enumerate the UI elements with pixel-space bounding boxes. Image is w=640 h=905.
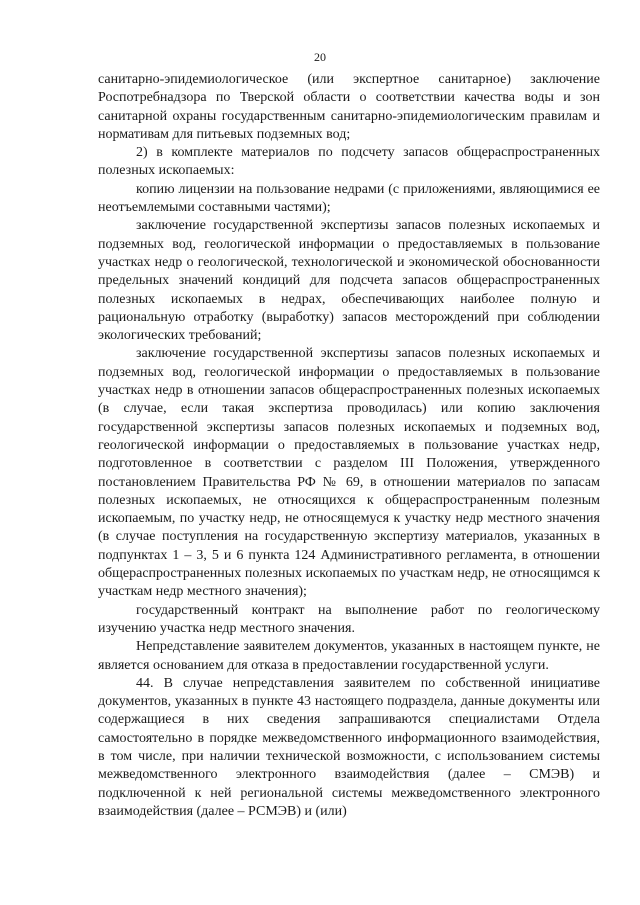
paragraph-expertise-reserves: заключение государственной экспертизы запасов полезных ископаемых и подземных вод, геологической информации о предоставляемых в пользование участках недр в отношении запасов общераспространенных полезных ископаемых (в случае, если такая экспертиза проводилась) или копию заключения государственной экспертизы запасов полезных ископаемых и подземных вод, геологической информации о предоставляемых в пользование участках недр, подготовленное в соответствии с разделом III Положения, утвержденного постановлением Правительства РФ № 69, в отношении материалов по запасам полезных ископаемых, не относящихся к общераспространенным полезным ископаемым, по участку недр, не относящемуся к участку недр местного значения (в случае поступления на государственную экспертизу материалов, указанных в подпунктах 1 – 3, 5 и 6 пункта 124 Административного регламента, в отношении общераспространенных полезных ископаемых по участкам недр, не относящимся к участкам недр местного значения);: [98, 346, 600, 600]
paragraph-item-44: 44. В случае непредставления заявителем по собственной инициативе документов, указанных в пункте 43 настоящего подраздела, данные документы или содержащиеся в них сведения запрашиваются специалистами Отдела самостоятельно в порядке межведомственного информационного взаимодействия, в том числе, при наличии технической возможности, с использованием системы межведомственного электронного взаимодействия (далее – СМЭВ) и подключенной к ней региональной системы межведомственного электронного взаимодействия (далее – РСМЭВ) и (или): [98, 675, 600, 819]
paragraph-item-2-header: 2) в комплекте материалов по подсчету запасов общераспространенных полезных ископаемых:: [98, 145, 600, 179]
document-body: [98, 71, 600, 821]
paragraph-non-submission: Непредставление заявителем документов, указанных в настоящем пункте, не является основанием для отказа в предоставлении государственной услуги.: [98, 639, 600, 673]
paragraph-expertise-conditions: заключение государственной экспертизы запасов полезных ископаемых и подземных вод, геологической информации о предоставляемых в пользование участках недр о геологической, технологической и экономической обоснованности предельных значений кондиций для подсчета запасов общераспространенных полезных ископаемых в недрах, обеспечивающих наиболее полную и рациональную отработку (выработку) запасов месторождений при соблюдении экологических требований;: [98, 218, 600, 344]
paragraph-state-contract: государственный контракт на выполнение работ по геологическому изучению участка недр местного значения.: [98, 602, 600, 636]
page-number: 20: [314, 50, 326, 64]
paragraph-sanitary-conclusion: санитарно-эпидемиологическое (или экспертное санитарное) заключение Роспотребнадзора по Тверской области о соответствии качества воды и зон санитарной охраны государственным санитарно-эпидемиологическим правилам и нормативам для питьевых подземных вод;: [98, 72, 600, 142]
paragraph-license-copy: копию лицензии на пользование недрами (с приложениями, являющимися ее неотъемлемыми составными частями);: [98, 181, 600, 216]
